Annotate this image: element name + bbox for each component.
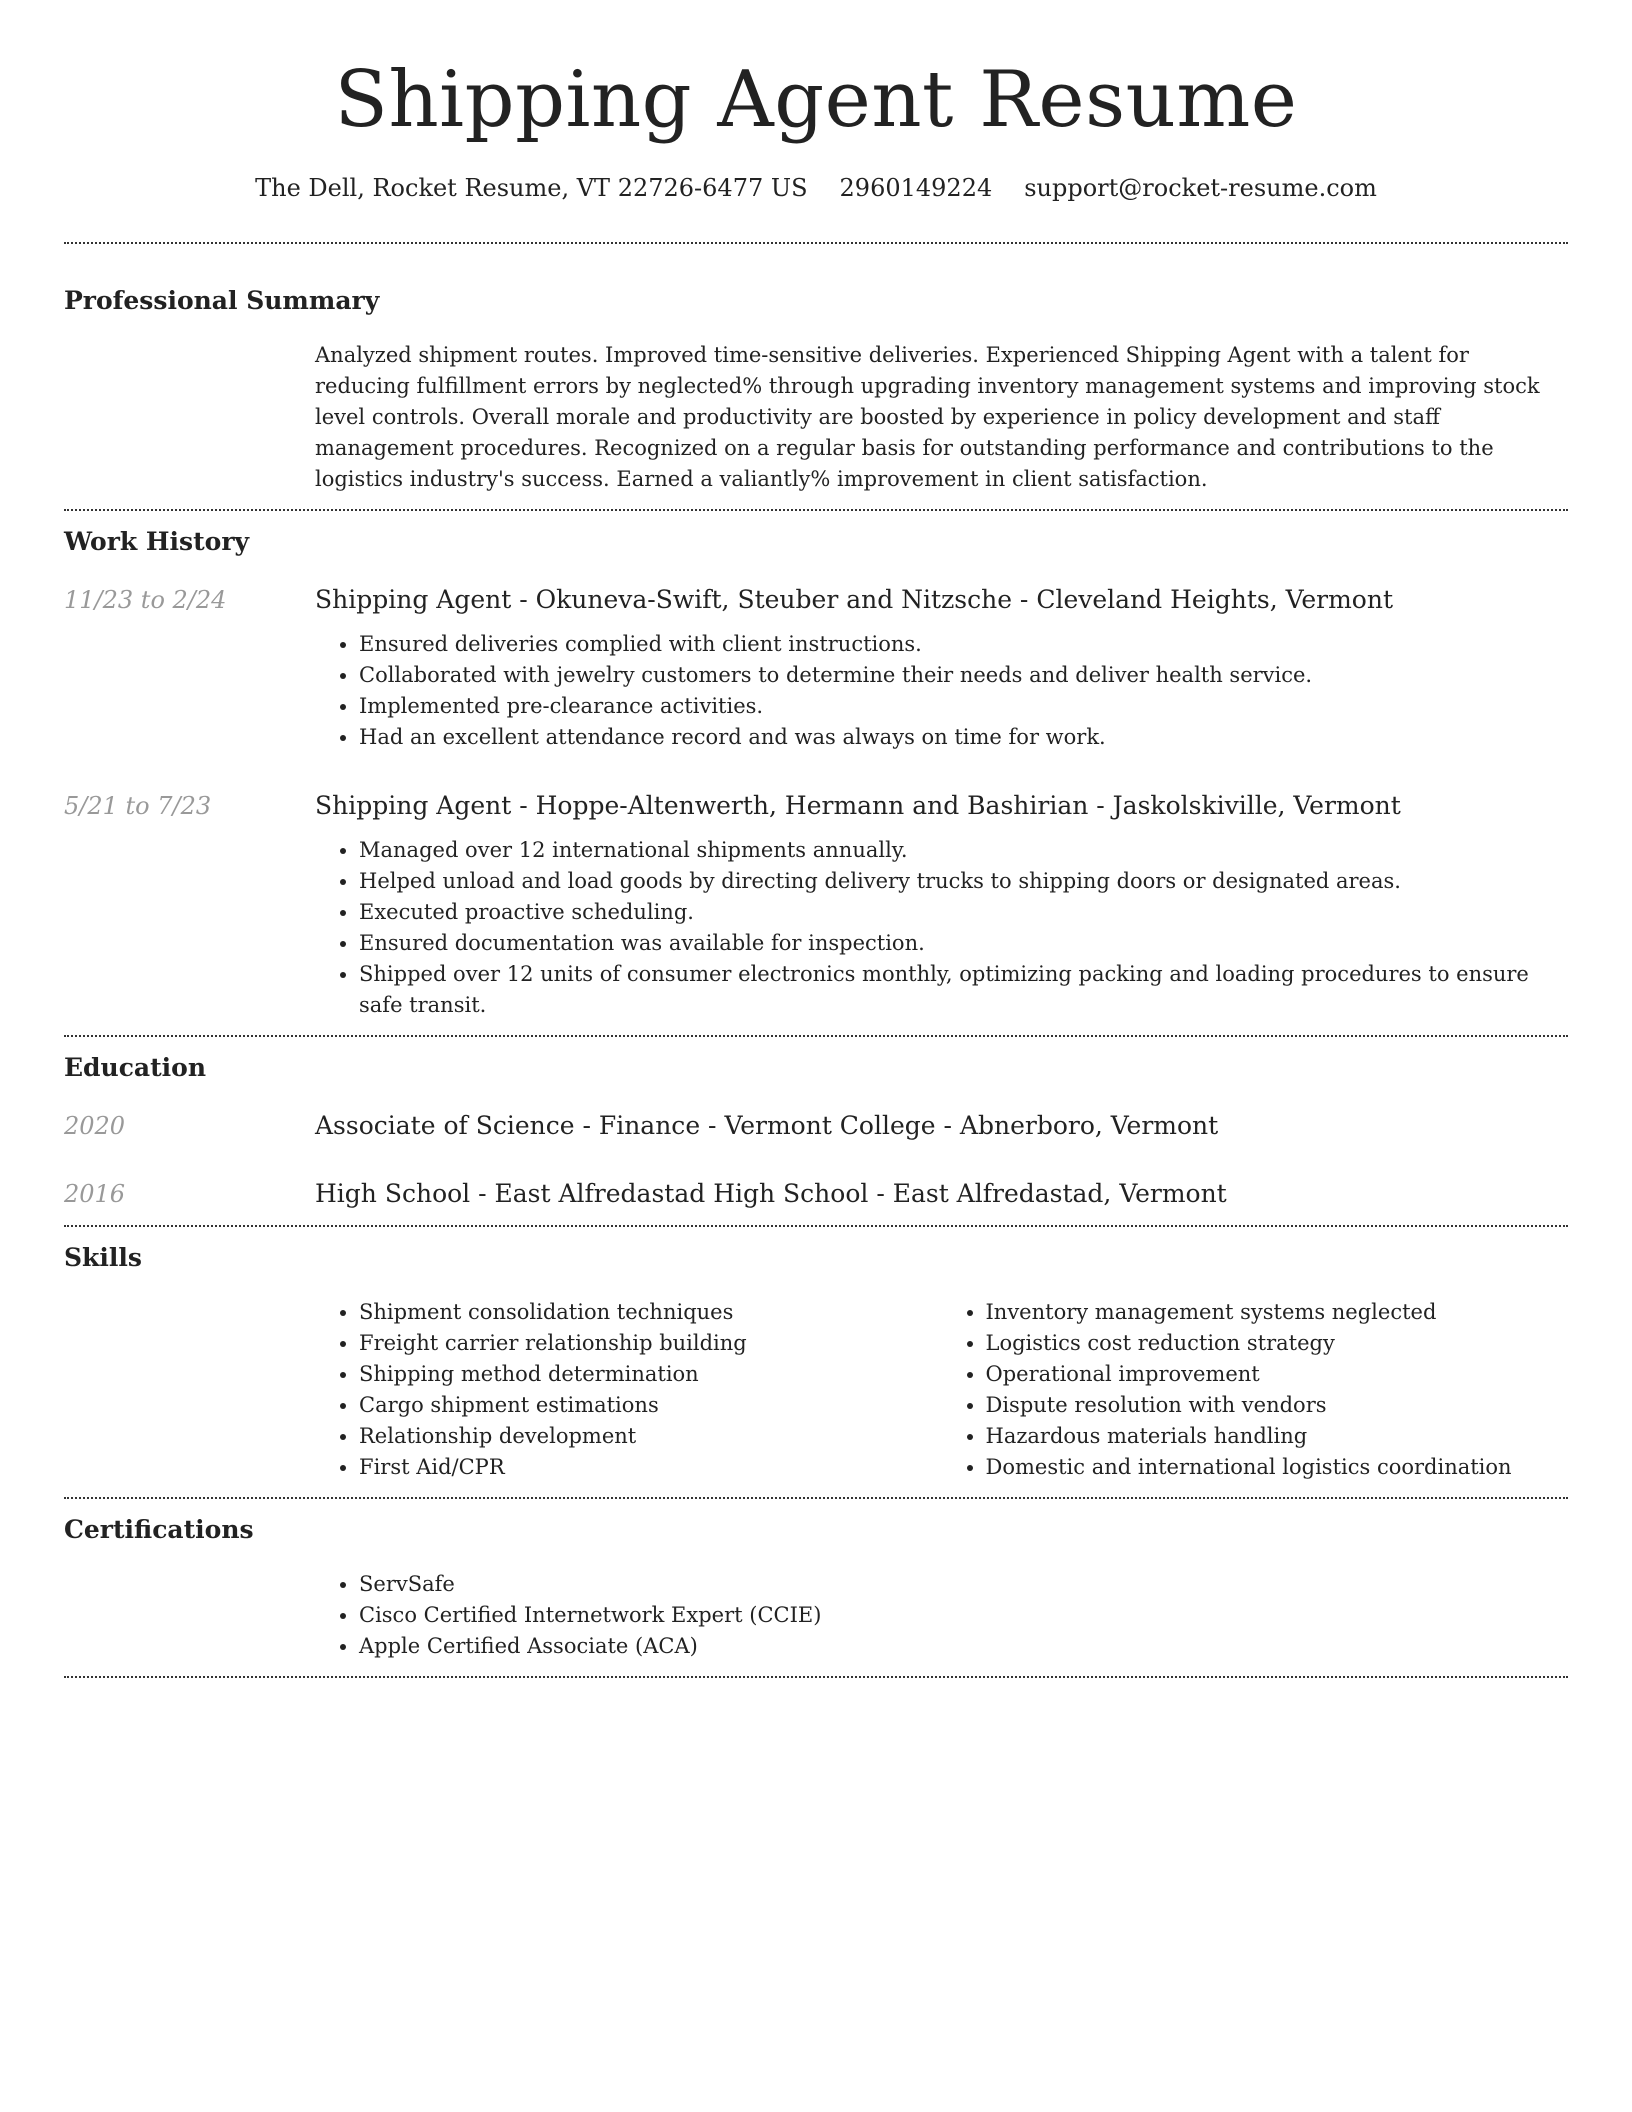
list-item: • First Aid/CPR: [359, 1452, 942, 1483]
list-item: • Implemented pre-clearance activities.: [359, 691, 1568, 722]
certifications-content: [315, 1569, 1568, 1676]
education-degree: Associate of Science - Finance: [315, 1111, 701, 1140]
list-item: • Had an excellent attendance record and was always on time for work.: [359, 722, 1568, 753]
list-item: • Cisco Certified Internetwork Expert (CCIE): [359, 1600, 1568, 1631]
list-item: • Logistics cost reduction strategy: [986, 1328, 1569, 1359]
list-item: • Shipped over 12 units of consumer electronics monthly, optimizing packing and loading procedures to ensure safe transit.: [359, 959, 1568, 1021]
education-details: - East Alfredastad High School - East Alfredastad, Vermont: [470, 1179, 1227, 1208]
certifications-section: [64, 1499, 1568, 1676]
list-item: • Freight carrier relationship building: [359, 1328, 942, 1359]
section-title-education: Education: [64, 1053, 207, 1082]
summary-row: [64, 318, 1568, 509]
education-degree: High School: [315, 1179, 471, 1208]
list-item: • Hazardous materials handling: [986, 1421, 1569, 1452]
contact-phone: 2960149224: [839, 174, 993, 202]
education-section: [64, 1037, 1568, 1225]
list-item: • Cargo shipment estimations: [359, 1390, 942, 1421]
education-entry: [64, 1109, 1568, 1143]
summary-section: [64, 244, 1568, 509]
list-item: • Shipping method determination: [359, 1359, 942, 1390]
skills-columns: [315, 1297, 1568, 1497]
job-content: [315, 789, 1568, 1021]
section-title-skills: Skills: [64, 1243, 142, 1272]
resume-title: Shipping Agent Resume: [334, 55, 1298, 145]
job-role: Shipping Agent: [315, 585, 512, 614]
list-item: • Shipment consolidation techniques: [359, 1297, 942, 1328]
list-item: • ServSafe: [359, 1569, 1568, 1600]
job-details: - Hoppe-Altenwerth, Hermann and Bashirian - Jaskolskiville, Vermont: [511, 791, 1401, 820]
section-title-summary: Professional Summary: [64, 286, 380, 315]
work-history-section: [64, 511, 1568, 1035]
job-dates: 11/23 to 2/24: [64, 586, 227, 614]
skills-section: [64, 1227, 1568, 1497]
list-item: • Collaborated with jewelry customers to determine their needs and deliver health service.: [359, 660, 1568, 691]
skills-list-right: [942, 1297, 1569, 1483]
list-item: • Ensured deliveries complied with client instructions.: [359, 629, 1568, 660]
job-entry: [64, 583, 1568, 753]
contact-email: support@rocket-resume.com: [1024, 174, 1377, 202]
education-details: - Vermont College - Abnerboro, Vermont: [700, 1111, 1219, 1140]
skills-list-left: [315, 1297, 942, 1483]
job-title: [315, 789, 1568, 823]
job-title: [315, 583, 1568, 617]
job-content: [315, 583, 1568, 753]
contact-address: The Dell, Rocket Resume, VT 22726-6477 US: [255, 174, 808, 202]
education-content: [315, 1109, 1568, 1143]
job-bullets: [315, 835, 1568, 1021]
list-item: • Domestic and international logistics coordination: [986, 1452, 1569, 1483]
education-content: [315, 1177, 1568, 1211]
section-title-certifications: Certifications: [64, 1515, 254, 1544]
job-bullets: [315, 629, 1568, 753]
list-item: • Managed over 12 international shipments annually.: [359, 835, 1568, 866]
section-divider: [64, 1676, 1568, 1678]
resume-header: [64, 0, 1568, 204]
skills-content: [315, 1275, 1568, 1497]
list-item: • Operational improvement: [986, 1359, 1569, 1390]
list-item: • Executed proactive scheduling.: [359, 897, 1568, 928]
summary-content: [315, 318, 1568, 509]
summary-text: Analyzed shipment routes. Improved time-sensitive deliveries. Experienced Shipping Agent with a talent for reducing fulfillment errors by neglected% through upgrading inventory management systems and improving stock level controls. Overall morale and productivity are boosted by experience in policy development and staff management procedures. Recognized on a regular basis for outstanding performance and contributions to the logistics industry's success. Earned a valiantly% improvement in client satisfaction.: [315, 343, 1540, 491]
education-year: 2020: [64, 1112, 126, 1140]
list-item: • Relationship development: [359, 1421, 942, 1452]
job-entry: [64, 789, 1568, 1035]
education-entry: [64, 1177, 1568, 1225]
job-role: Shipping Agent: [315, 791, 512, 820]
job-details: - Okuneva-Swift, Steuber and Nitzsche - Cleveland Heights, Vermont: [511, 585, 1393, 614]
list-item: • Apple Certified Associate (ACA): [359, 1631, 1568, 1662]
list-item: • Dispute resolution with vendors: [986, 1390, 1569, 1421]
certifications-list: [315, 1569, 1568, 1662]
list-item: • Helped unload and load goods by directing delivery trucks to shipping doors or designated areas.: [359, 866, 1568, 897]
skills-row: [64, 1275, 1568, 1497]
section-title-work-history: Work History: [64, 527, 250, 556]
education-year: 2016: [64, 1180, 126, 1208]
certifications-row: [64, 1547, 1568, 1676]
job-dates: 5/21 to 7/23: [64, 792, 212, 820]
list-item: • Ensured documentation was available for inspection.: [359, 928, 1568, 959]
list-item: • Inventory management systems neglected: [986, 1297, 1569, 1328]
contact-line: [64, 172, 1568, 204]
